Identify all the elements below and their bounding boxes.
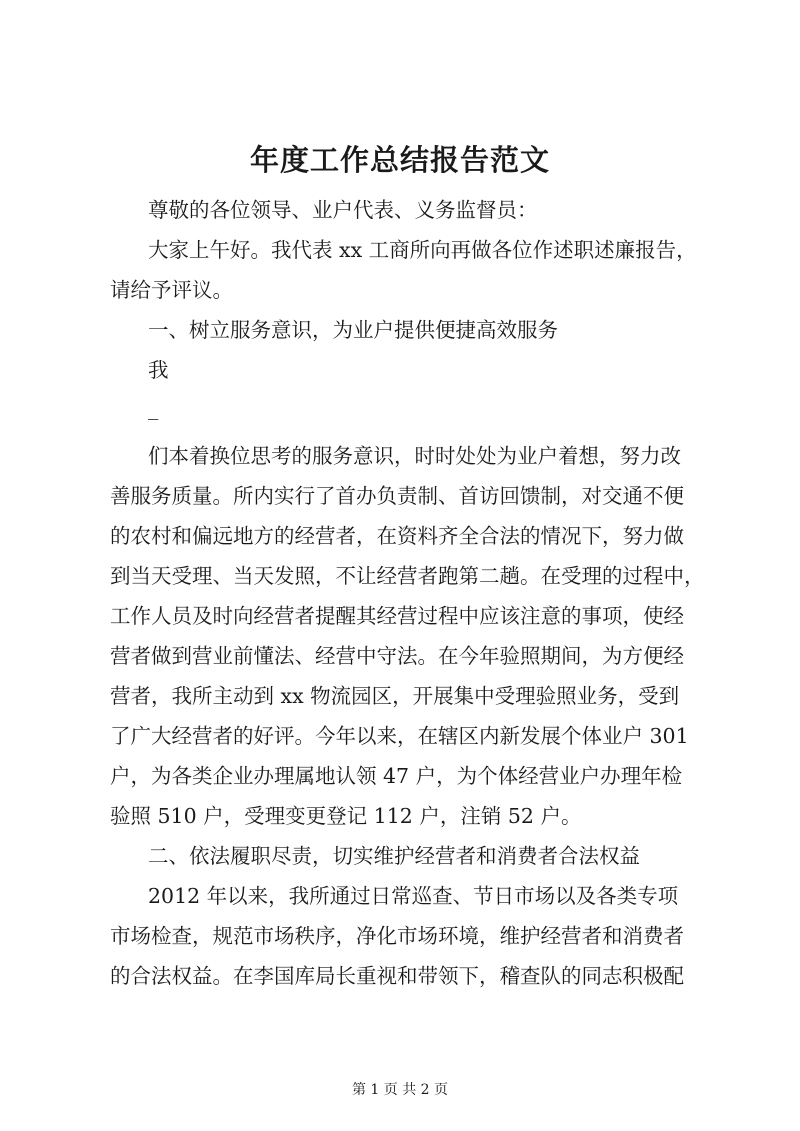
paragraph-line: 的合法权益。在李国库局长重视和带领下，稽查队的同志积极配 <box>110 964 684 988</box>
page-footer: 第 1 页 共 2 页 <box>351 1082 449 1098</box>
paragraph-line: 善服务质量。所内实行了首办负责制、首访回馈制，对交通不便 <box>110 484 684 508</box>
paragraph-line: 工作人员及时向经营者提醒其经营过程中应该注意的事项，使经 <box>110 604 684 628</box>
paragraph-line: _ <box>148 396 159 420</box>
document-title: 年度工作总结报告范文 <box>249 143 550 177</box>
paragraph-line: 营者做到营业前懂法、经营中守法。在今年验照期间，为方便经 <box>110 644 684 668</box>
paragraph-line: 们本着换位思考的服务意识，时时处处为业户着想，努力改 <box>148 444 681 468</box>
paragraph-line: 市场检查，规范市场秩序，净化市场环境，维护经营者和消费者 <box>110 924 684 948</box>
paragraph-line: 到当天受理、当天发照，不让经营者跑第二趟。在受理的过程中， <box>110 564 705 588</box>
paragraph-line: 营者，我所主动到 xx 物流园区，开展集中受理验照业务，受到 <box>110 684 680 708</box>
paragraph-line: 了广大经营者的好评。今年以来，在辖区内新发展个体业户 301 <box>110 724 689 748</box>
section-heading-1: 一、树立服务意识，为业户提供便捷高效服务 <box>148 318 558 342</box>
paragraph-line: 大家上午好。我代表 xx 工商所向再做各位作述职述廉报告， <box>148 238 697 262</box>
salutation-line: 尊敬的各位领导、业户代表、义务监督员： <box>148 198 538 222</box>
paragraph-line: 请给予评议。 <box>110 278 233 302</box>
section-heading-2: 二、依法履职尽责，切实维护经营者和消费者合法权益 <box>148 844 640 868</box>
paragraph-line: 2012 年以来，我所通过日常巡查、节日市场以及各类专项 <box>148 884 679 908</box>
paragraph-line: 的农村和偏远地方的经营者，在资料齐全合法的情况下，努力做 <box>110 524 684 548</box>
paragraph-line: 户，为各类企业办理属地认领 47 户，为个体经营业户办理年检 <box>110 764 683 788</box>
paragraph-line: 验照 510 户，受理变更登记 112 户，注销 52 户。 <box>110 804 582 828</box>
paragraph-line: 我 <box>148 358 169 382</box>
